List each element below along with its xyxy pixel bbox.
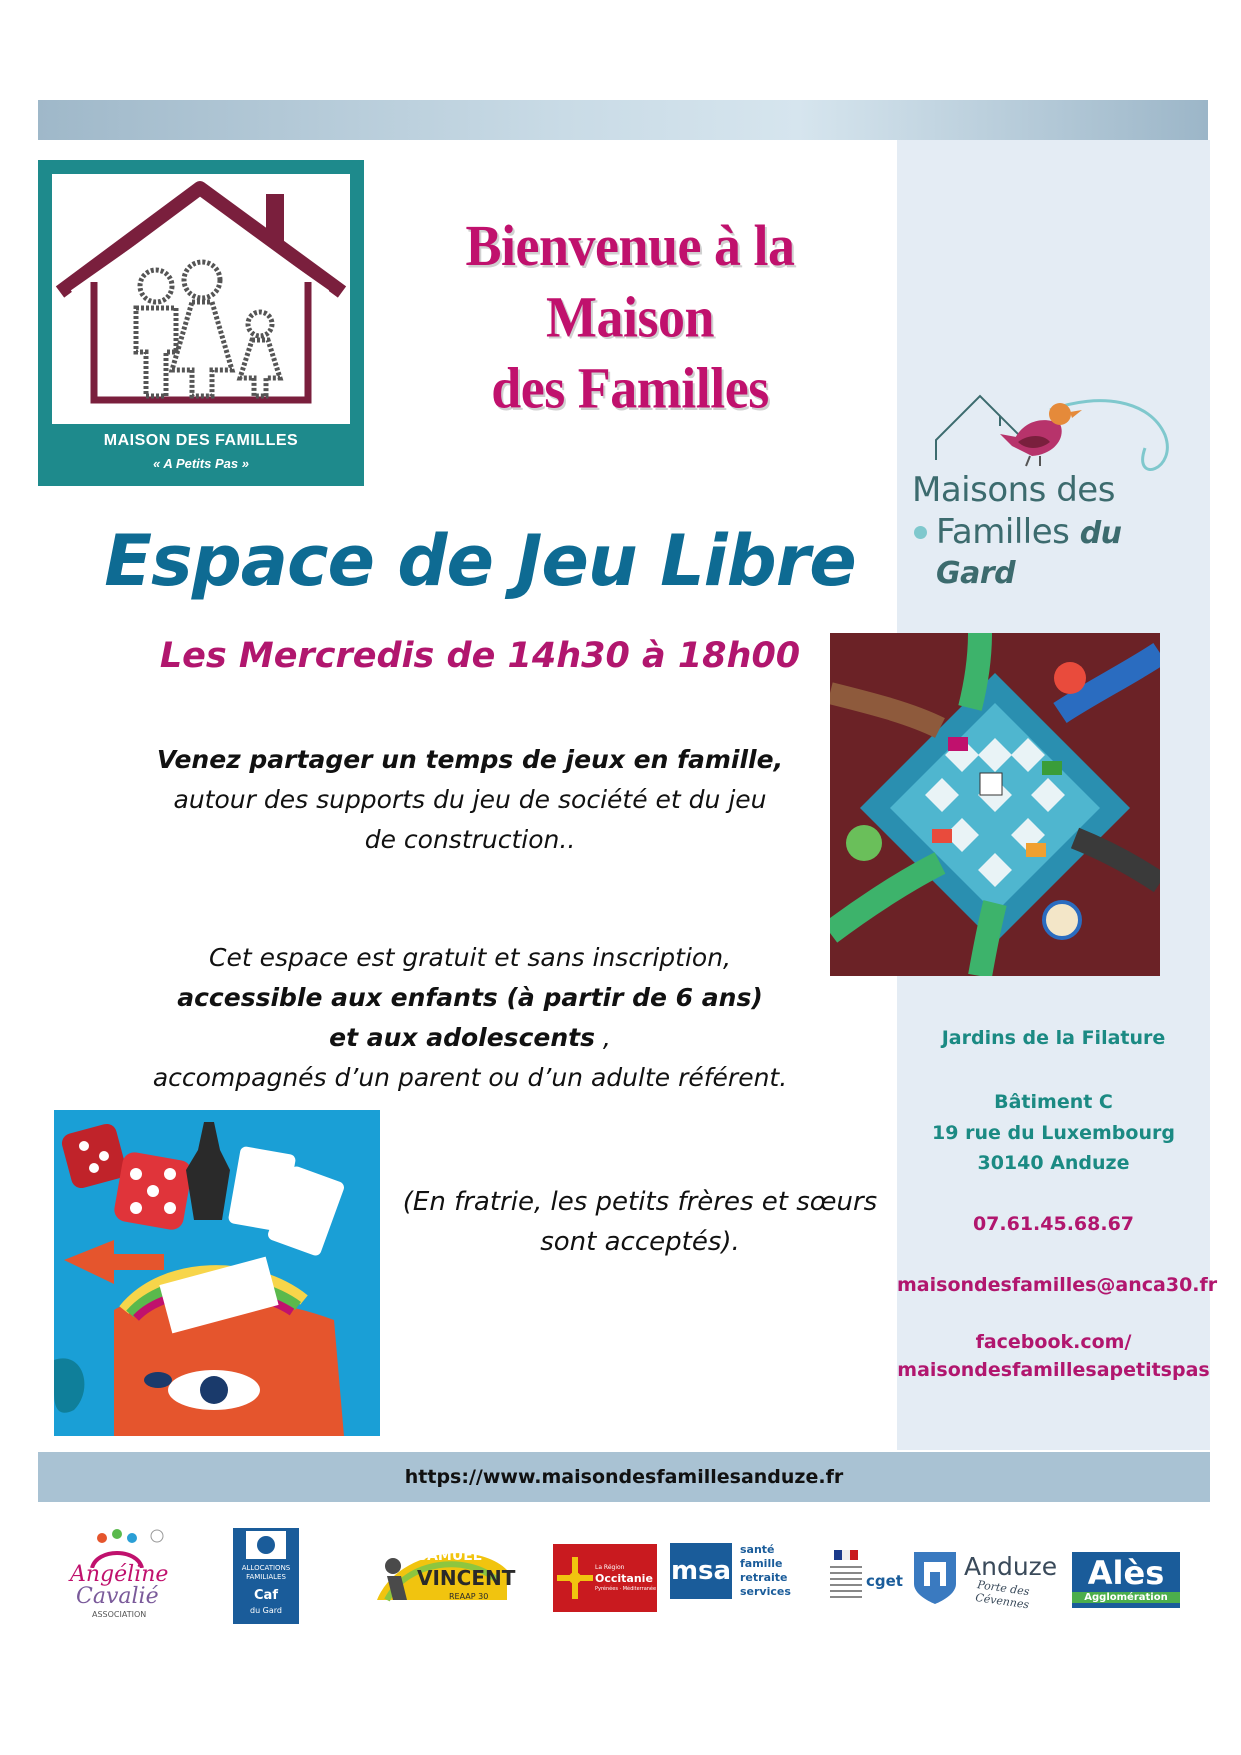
- angeline-cavalie-logo: [62, 1528, 172, 1628]
- intro-line-2: autour des supports du jeu de société et du jeu: [173, 785, 767, 814]
- contact-street: 19 rue du Luxembourg: [932, 1122, 1175, 1144]
- welcome-heading: [375, 210, 885, 424]
- samuel-line-1: SAMUEL: [417, 1548, 482, 1564]
- caf-line-1: ALLOCATIONS: [241, 1564, 291, 1572]
- samuel-line-3: REAAP 30: [449, 1592, 489, 1601]
- anduze-logo: [912, 1548, 1062, 1610]
- house-family-icon: [52, 174, 350, 424]
- contact-building: Bâtiment C: [994, 1091, 1113, 1113]
- region-occitanie-logo: [553, 1544, 657, 1612]
- access-line-3: [110, 1018, 830, 1058]
- caf-du-gard-logo: [233, 1528, 299, 1624]
- contact-city: 30140 Anduze: [977, 1152, 1130, 1174]
- access-line-3-bold: et aux adolescents: [329, 1023, 595, 1052]
- maison-des-familles-logo: [38, 160, 364, 486]
- welcome-line-2: des Familles: [491, 355, 769, 421]
- siblings-paragraph: [390, 1182, 890, 1262]
- contact-place: Jardins de la Filature: [941, 1027, 1166, 1049]
- ales-line-1: Alès: [1087, 1554, 1165, 1592]
- access-line-1: Cet espace est gratuit et sans inscription,: [209, 943, 731, 972]
- msa-mark: msa: [670, 1543, 732, 1599]
- schedule-text: Les Mercredis de 14h30 à 18h00: [159, 636, 801, 676]
- msa-line-3: retraite: [740, 1571, 788, 1584]
- samuel-line-2: VINCENT: [417, 1566, 516, 1590]
- network-logo-accent: du Gard: [936, 516, 1122, 591]
- logo-house-illustration: [52, 174, 350, 424]
- occitan-cross-icon: [557, 1553, 593, 1603]
- page-title: Espace de Jeu Libre: [104, 520, 856, 602]
- access-line-3-rest: ,: [594, 1023, 611, 1052]
- ales-line-2: Agglomération: [1072, 1592, 1180, 1603]
- cget-label: cget: [866, 1572, 903, 1590]
- msa-line-1: santé: [740, 1543, 775, 1556]
- anduze-shield-icon: [912, 1548, 958, 1604]
- welcome-line-1: Bienvenue à la Maison: [465, 213, 795, 350]
- marianne-emblem-icon: [826, 1548, 866, 1610]
- logo-title: MAISON DES FAMILLES: [103, 432, 299, 449]
- contact-facebook-line-2[interactable]: maisondesfamillesapetitspas: [897, 1359, 1210, 1381]
- caf-line-4: du Gard: [249, 1606, 283, 1615]
- website-link[interactable]: https://www.maisondesfamillesanduze.fr: [404, 1466, 844, 1488]
- cget-logo: [826, 1548, 906, 1610]
- maisons-des-familles-du-gard-logo: [900, 390, 1205, 591]
- angeline-tag: ASSOCIATION: [92, 1610, 147, 1619]
- access-line-4: accompagnés d’un parent ou d’un adulte référent.: [152, 1063, 788, 1092]
- msa-line-2: famille: [740, 1557, 783, 1570]
- intro-line-3: de construction..: [364, 825, 576, 854]
- contact-phone[interactable]: 07.61.45.68.67: [972, 1213, 1135, 1235]
- contact-facebook-line-1[interactable]: facebook.com/: [975, 1331, 1132, 1353]
- network-logo-dot: [914, 526, 927, 539]
- ales-agglomeration-logo: [1072, 1552, 1180, 1608]
- caf-line-2: FAMILIALES: [246, 1573, 286, 1581]
- logo-subtitle: « A Petits Pas »: [153, 456, 249, 471]
- intro-paragraph: [110, 740, 830, 860]
- anduze-line-2: Porte des Cévennes: [974, 1578, 1031, 1612]
- network-logo-line-1: Maisons des: [912, 470, 1115, 510]
- siblings-line-2: sont acceptés).: [540, 1227, 740, 1257]
- angeline-name-2: Cavalié: [76, 1584, 159, 1609]
- occitanie-line-3: Pyrénées · Méditerranée: [595, 1586, 657, 1592]
- samuel-vincent-logo: [357, 1540, 517, 1614]
- games-collage-illustration: [54, 1110, 380, 1436]
- top-banner-strip: [38, 100, 1208, 140]
- intro-line-1: Venez partager un temps de jeux en famille,: [156, 745, 784, 774]
- access-paragraph: [110, 938, 830, 1098]
- siblings-line-1: (En fratrie, les petits frères et sœurs: [402, 1187, 878, 1217]
- occitanie-line-1: La Région: [595, 1564, 625, 1571]
- access-line-2: accessible aux enfants (à partir de 6 ans): [177, 983, 763, 1012]
- board-game-image: [830, 633, 1160, 976]
- games-collage-image: [54, 1110, 380, 1436]
- board-game-illustration: [830, 633, 1160, 976]
- msa-line-4: services: [740, 1585, 791, 1598]
- msa-logo: [670, 1543, 800, 1603]
- contact-email[interactable]: maisondesfamilles@anca30.fr: [897, 1274, 1218, 1296]
- occitanie-line-2: Occitanie: [595, 1572, 653, 1585]
- network-logo-line-2: [936, 512, 1205, 592]
- network-logo-word: Familles: [936, 512, 1070, 552]
- caf-line-3: Caf: [254, 1588, 278, 1603]
- anduze-line-1: Anduze: [964, 1552, 1058, 1581]
- angeline-name-1: Angéline: [70, 1562, 169, 1587]
- caf-star-icon: [233, 1528, 299, 1562]
